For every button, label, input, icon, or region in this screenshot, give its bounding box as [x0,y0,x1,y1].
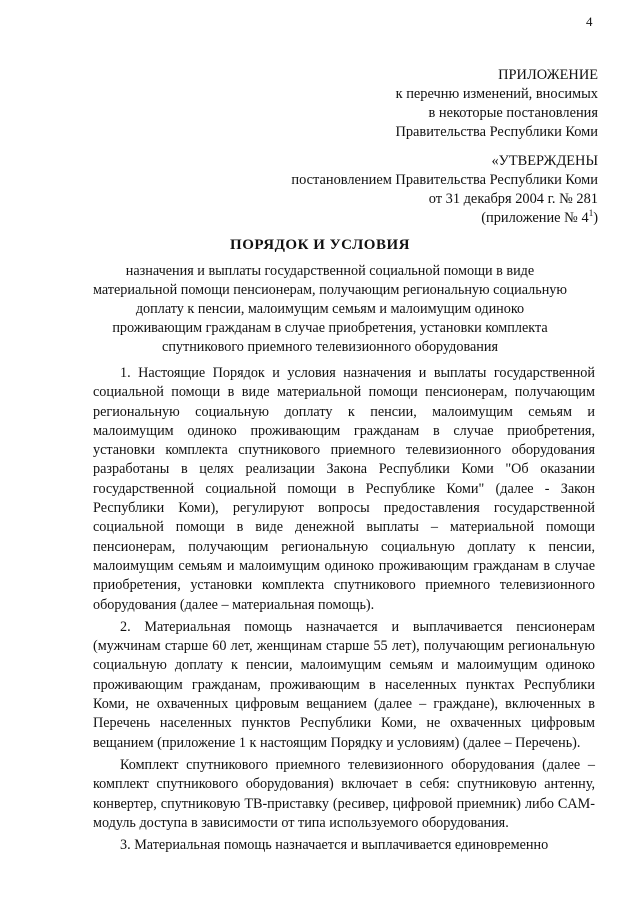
document-title: ПОРЯДОК И УСЛОВИЯ [230,237,410,253]
appendix-line: в некоторые постановления [428,105,598,121]
paragraph-2-continuation: Комплект спутникового приемного телевизионного оборудования (далее – комплект спутникового оборудования) включает в себя: спутниковую антенну, конвертер, спутниковую ТВ-приставку (ресивер, цифровой приемник) либо CAM-модуль доступа в зависимости от типа используемого оборудования. [93,756,595,831]
page-number: 4 [586,14,593,29]
attachment-suffix: ) [593,210,598,226]
approval-line: «УТВЕРЖДЕНЫ [491,153,598,169]
approval-line-attachment [291,209,598,228]
appendix-line: Правительства Республики Коми [395,124,598,140]
paragraph-2: 2. Материальная помощь назначается и выплачивается пенсионерам (мужчинам старше 60 лет, женщинам старше 55 лет), получающим региональную социальную доплату к пенсии, малоимущим семьям и малоимущим одиноко проживающим гражданам, проживающим в населенных пунктах Республики Коми, не охваченных цифровым вещанием (далее – граждане), включенных в Перечень населенных пунктов Республики Коми, не охваченных цифровым вещанием (приложение 1 к настоящим Порядку и условиям) (далее – Перечень). [93,618,595,751]
subtitle-line: доплату к пенсии, малоимущим семьям и малоимущим одиноко [135,301,525,317]
approval-block [291,152,598,228]
paragraph-3: 3. Материальная помощь назначается и выплачивается единовременно [120,837,549,854]
approval-line: от 31 декабря 2004 г. № 281 [428,191,598,207]
document-subtitle [60,262,600,357]
subtitle-line: назначения и выплаты государственной социальной помощи в виде [125,263,535,279]
attachment-superscript: 1 [588,208,594,219]
appendix-line: к перечню изменений, вносимых [395,86,598,102]
subtitle-line: проживающим гражданам в случае приобретения, установки комплекта [112,320,548,336]
attachment-prefix: (приложение № 4 [481,210,589,226]
subtitle-line: спутникового приемного телевизионного оборудования [162,339,498,355]
approval-line: постановлением Правительства Республики Коми [291,172,598,188]
subtitle-line: материальной помощи пенсионерам, получающим региональную социальную [92,282,568,298]
paragraph-1: 1. Настоящие Порядок и условия назначения и выплаты государственной социальной помощи в виде материальной помощи пенсионерам, получающим региональную социальную доплату к пенсии, малоимущим семьям и малоимущим одиноко проживающим гражданам в случае приобретения, установки комплекта спутникового приемного телевизионного оборудования разработаны в целях реализации Закона Республики Коми "Об оказании государственной социальной помощи в Республике Коми" (далее - Закон Республики Коми), регулируют вопросы предоставления государственной социальной помощи в виде денежной выплаты – материальной помощи пенсионерам, получающим региональную социальную доплату к пенсии, малоимущим семьям и малоимущим одиноко проживающим гражданам в случае приобретения, установки комплекта спутникового приемного телевизионного оборудования (далее – материальная помощь). [93,365,595,613]
appendix-header [395,66,598,142]
document-body [93,364,595,858]
appendix-line: ПРИЛОЖЕНИЕ [498,67,598,83]
